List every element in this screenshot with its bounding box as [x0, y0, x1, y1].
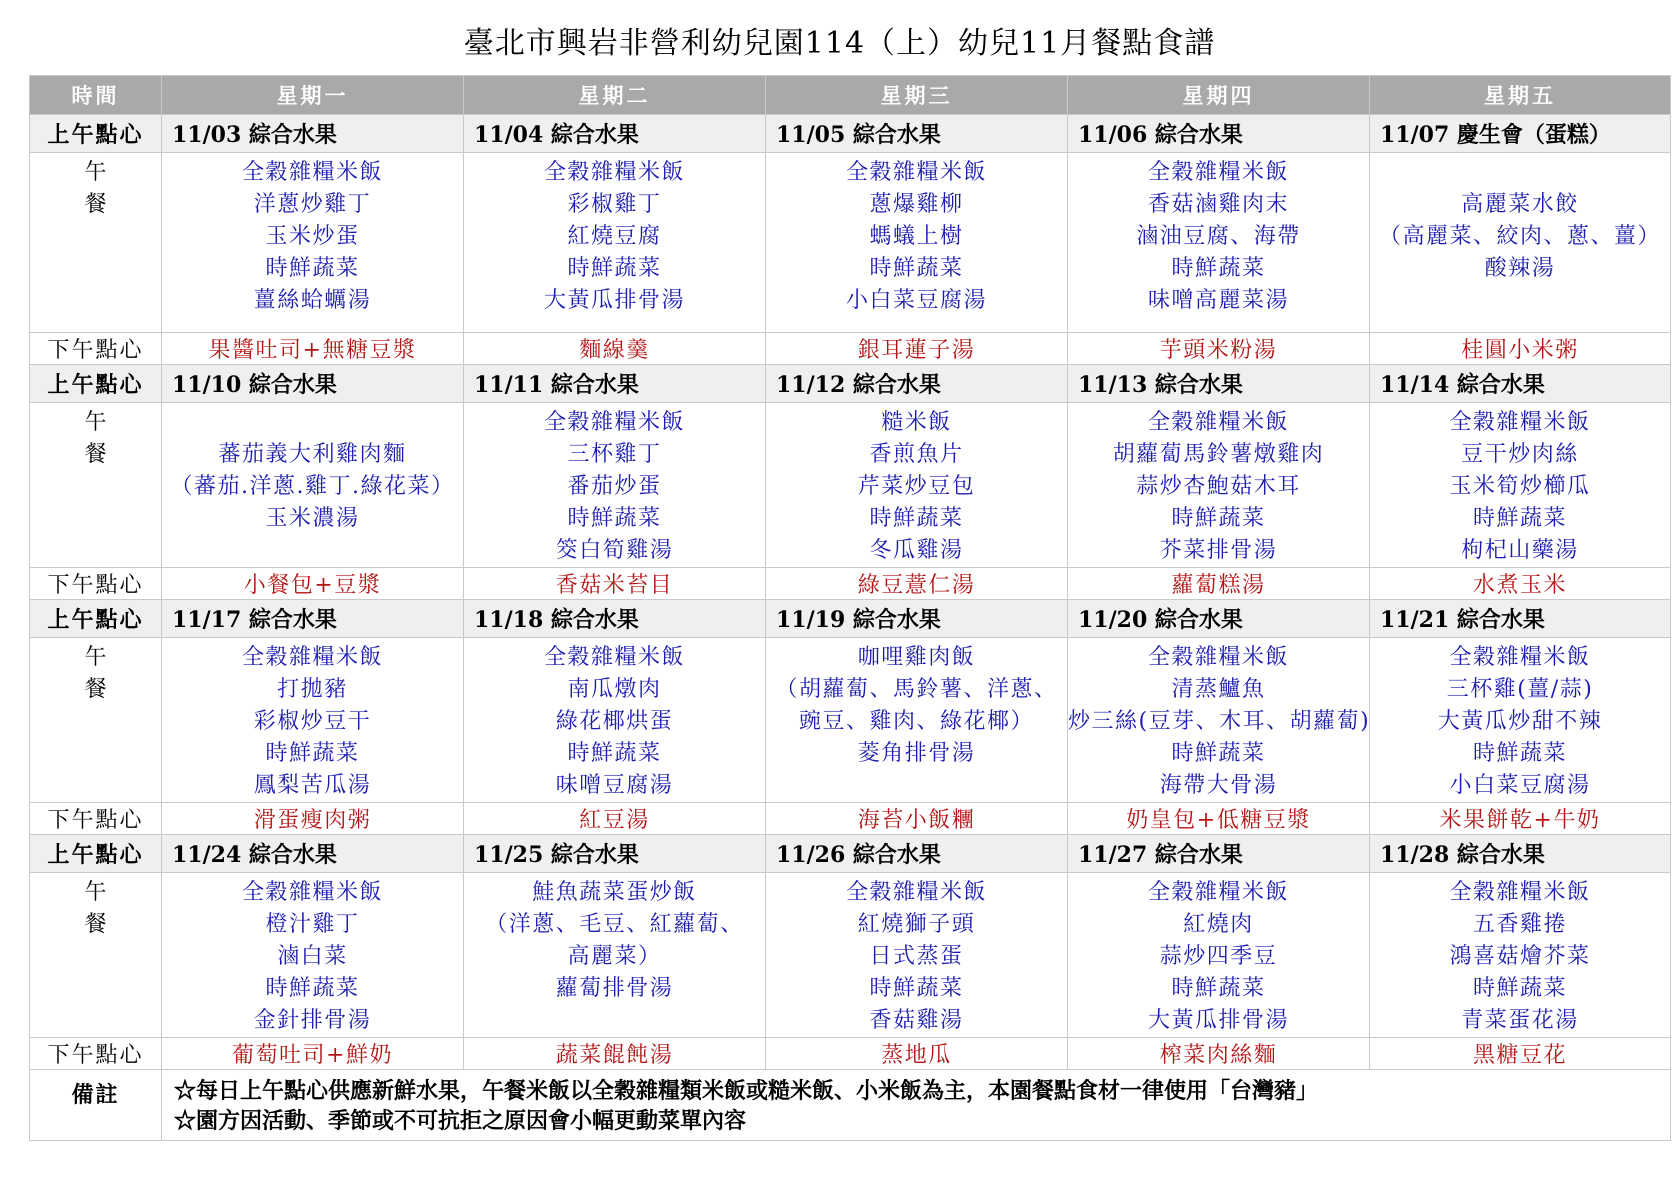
lunch-dish: 味噌高麗菜湯 [1147, 288, 1289, 313]
header-monday: 星期一 [162, 76, 464, 115]
pm-snack-label: 下午點心 [30, 1038, 162, 1070]
lunch-dish: 全穀雜糧米飯 [1147, 880, 1289, 905]
lunch-dish: （洋蔥、毛豆、紅蘿蔔、 [485, 912, 744, 937]
lunch-dish: 蘿蔔排骨湯 [555, 976, 674, 1001]
am-snack-cell: 11/21 綜合水果 [1370, 600, 1671, 638]
lunch-cell [1370, 403, 1671, 568]
lunch-label [30, 153, 162, 333]
pm-snack-cell: 桂圓小米粥 [1370, 333, 1671, 365]
lunch-dish: 時鮮蔬菜 [1472, 741, 1567, 766]
pm-snack-label: 下午點心 [30, 333, 162, 365]
am-snack-cell: 11/10 綜合水果 [162, 365, 464, 403]
lunch-cell [766, 153, 1068, 333]
lunch-dish: 打拋豬 [277, 677, 348, 702]
lunch-label-char: 午 [84, 880, 107, 905]
pm-snack-row [30, 803, 1671, 835]
lunch-dish [1370, 157, 1670, 189]
pm-snack-cell: 滑蛋瘦肉粥 [162, 803, 464, 835]
lunch-dish: 冬瓜雞湯 [869, 538, 964, 563]
am-snack-row [30, 365, 1671, 403]
lunch-dish: 高麗菜） [567, 944, 662, 969]
lunch-dish: 玉米濃湯 [265, 506, 360, 531]
lunch-dish: 綠花椰烘蛋 [555, 709, 674, 734]
lunch-cell [1068, 153, 1370, 333]
pm-snack-cell: 奶皇包+低糖豆漿 [1068, 803, 1370, 835]
lunch-dish: 薑絲蛤蠣湯 [253, 288, 372, 313]
lunch-dish: 胡蘿蔔馬鈴薯燉雞肉 [1112, 442, 1325, 467]
lunch-dish: 時鮮蔬菜 [869, 506, 964, 531]
lunch-dish: 全穀雜糧米飯 [1147, 160, 1289, 185]
pm-snack-label: 下午點心 [30, 568, 162, 600]
lunch-dish: 芹菜炒豆包 [857, 474, 976, 499]
lunch-label [30, 403, 162, 568]
lunch-dish: 蒜炒四季豆 [1159, 944, 1278, 969]
lunch-label-char: 餐 [84, 192, 107, 217]
am-snack-cell: 11/04 綜合水果 [464, 115, 766, 153]
lunch-dish: 豌豆、雞肉、綠花椰） [798, 709, 1034, 734]
lunch-row [30, 638, 1671, 803]
lunch-dish: 時鮮蔬菜 [1472, 506, 1567, 531]
lunch-dish: 五香雞捲 [1472, 912, 1567, 937]
pm-snack-cell: 蔬菜餛飩湯 [464, 1038, 766, 1070]
lunch-row [30, 873, 1671, 1038]
lunch-cell [1370, 153, 1671, 333]
am-snack-row [30, 115, 1671, 153]
lunch-dish: 番茄炒蛋 [567, 474, 662, 499]
pm-snack-cell: 麵線羹 [464, 333, 766, 365]
lunch-dish: 全穀雜糧米飯 [1449, 880, 1591, 905]
lunch-dish: 全穀雜糧米飯 [241, 645, 383, 670]
lunch-cell [162, 153, 464, 333]
lunch-dish: 青菜蛋花湯 [1461, 1008, 1579, 1033]
am-snack-cell: 11/26 綜合水果 [766, 835, 1068, 873]
lunch-cell [1068, 638, 1370, 803]
pm-snack-cell: 米果餅乾+牛奶 [1370, 803, 1671, 835]
lunch-label-char: 午 [84, 645, 107, 670]
notes-content [162, 1070, 1671, 1141]
lunch-dish: 大黃瓜炒甜不辣 [1437, 709, 1603, 734]
am-snack-cell: 11/28 綜合水果 [1370, 835, 1671, 873]
menu-table [29, 75, 1671, 1141]
lunch-dish: 香煎魚片 [869, 442, 964, 467]
lunch-dish: 彩椒炒豆干 [253, 709, 372, 734]
lunch-label-char: 餐 [84, 677, 107, 702]
lunch-dish: 全穀雜糧米飯 [845, 880, 987, 905]
lunch-dish [162, 407, 463, 439]
notes-label: 備註 [30, 1070, 162, 1141]
lunch-dish: 全穀雜糧米飯 [241, 880, 383, 905]
lunch-dish: 大黃瓜排骨湯 [1147, 1008, 1289, 1033]
note-line: ☆每日上午點心供應新鮮水果，午餐米飯以全穀雜糧類米飯或糙米飯、小米飯為主，本園餐點食材一律使用「台灣豬」 [174, 1078, 1319, 1104]
lunch-dish: 時鮮蔬菜 [1171, 506, 1266, 531]
lunch-dish: 金針排骨湯 [253, 1008, 372, 1033]
lunch-label-char: 午 [84, 410, 107, 435]
note-line: ☆園方因活動、季節或不可抗拒之原因會小幅更動菜單內容 [174, 1108, 747, 1134]
pm-snack-cell: 香菇米苔目 [464, 568, 766, 600]
lunch-cell [464, 403, 766, 568]
lunch-dish: 鴻喜菇燴芥菜 [1449, 944, 1591, 969]
lunch-dish: 全穀雜糧米飯 [1449, 645, 1591, 670]
lunch-dish: 枸杞山藥湯 [1461, 538, 1579, 563]
lunch-cell [162, 873, 464, 1038]
pm-snack-cell: 榨菜肉絲麵 [1068, 1038, 1370, 1070]
lunch-dish: 三杯雞(薑/蒜) [1446, 677, 1594, 702]
lunch-cell [1370, 873, 1671, 1038]
lunch-dish: 日式蒸蛋 [869, 944, 964, 969]
lunch-dish: 鳳梨苦瓜湯 [253, 773, 372, 798]
lunch-label [30, 638, 162, 803]
am-snack-cell: 11/27 綜合水果 [1068, 835, 1370, 873]
lunch-dish: 全穀雜糧米飯 [1449, 410, 1591, 435]
lunch-dish: 滷油豆腐、海帶 [1136, 224, 1301, 249]
pm-snack-cell: 果醬吐司+無糖豆漿 [162, 333, 464, 365]
page-title: 臺北市興岩非營利幼兒園114（上）幼兒11月餐點食譜 [463, 26, 1216, 61]
am-snack-label: 上午點心 [30, 115, 162, 153]
lunch-cell [766, 638, 1068, 803]
lunch-cell [162, 403, 464, 568]
lunch-label-char: 午 [84, 160, 107, 185]
am-snack-label: 上午點心 [30, 365, 162, 403]
lunch-dish: 炒三絲(豆芽、木耳、胡蘿蔔) [1068, 709, 1371, 734]
lunch-dish: 時鮮蔬菜 [1171, 256, 1266, 281]
pm-snack-row [30, 568, 1671, 600]
lunch-dish: 全穀雜糧米飯 [543, 160, 685, 185]
lunch-dish: 滷白菜 [277, 944, 348, 969]
lunch-dish: 蕃茄義大利雞肉麵 [218, 442, 407, 467]
lunch-row [30, 153, 1671, 333]
lunch-dish: 海帶大骨湯 [1159, 773, 1278, 798]
lunch-dish: 菱角排骨湯 [857, 741, 976, 766]
am-snack-row [30, 600, 1671, 638]
am-snack-label: 上午點心 [30, 600, 162, 638]
am-snack-cell: 11/12 綜合水果 [766, 365, 1068, 403]
lunch-dish: 時鮮蔬菜 [265, 256, 360, 281]
lunch-dish: 芥菜排骨湯 [1159, 538, 1278, 563]
lunch-dish: 蒜炒杏鮑菇木耳 [1136, 474, 1301, 499]
lunch-dish: 南瓜燉肉 [567, 677, 662, 702]
header-row [30, 76, 1671, 115]
am-snack-row [30, 835, 1671, 873]
lunch-dish: 紅燒豆腐 [567, 224, 662, 249]
lunch-row [30, 403, 1671, 568]
header-wednesday: 星期三 [766, 76, 1068, 115]
lunch-dish: 大黃瓜排骨湯 [543, 288, 685, 313]
lunch-cell [1370, 638, 1671, 803]
lunch-cell [766, 403, 1068, 568]
pm-snack-cell: 海苔小飯糰 [766, 803, 1068, 835]
pm-snack-cell: 水煮玉米 [1370, 568, 1671, 600]
lunch-dish: 香菇雞湯 [869, 1008, 964, 1033]
lunch-dish: 全穀雜糧米飯 [845, 160, 987, 185]
pm-snack-cell: 紅豆湯 [464, 803, 766, 835]
pm-snack-cell: 葡萄吐司+鮮奶 [162, 1038, 464, 1070]
lunch-dish: （蕃茄.洋蔥.雞丁.綠花菜） [170, 474, 455, 499]
am-snack-cell: 11/03 綜合水果 [162, 115, 464, 153]
am-snack-cell: 11/11 綜合水果 [464, 365, 766, 403]
lunch-dish: 酸辣湯 [1484, 256, 1556, 281]
lunch-dish: 全穀雜糧米飯 [241, 160, 383, 185]
am-snack-cell: 11/24 綜合水果 [162, 835, 464, 873]
lunch-dish: 鮭魚蔬菜蛋炒飯 [532, 880, 697, 905]
lunch-dish: 全穀雜糧米飯 [543, 645, 685, 670]
lunch-dish: 洋蔥炒雞丁 [253, 192, 372, 217]
lunch-cell [766, 873, 1068, 1038]
lunch-dish: 時鮮蔬菜 [265, 741, 360, 766]
lunch-dish: 高麗菜水餃 [1461, 192, 1579, 217]
lunch-dish: 時鮮蔬菜 [1171, 976, 1266, 1001]
lunch-dish: 時鮮蔬菜 [1472, 976, 1567, 1001]
am-snack-cell: 11/07 慶生會（蛋糕） [1370, 115, 1671, 153]
menu-body [30, 115, 1671, 1141]
header-friday: 星期五 [1370, 76, 1671, 115]
am-snack-cell: 11/20 綜合水果 [1068, 600, 1370, 638]
am-snack-cell: 11/06 綜合水果 [1068, 115, 1370, 153]
lunch-dish: 紅燒肉 [1183, 912, 1254, 937]
lunch-cell [464, 638, 766, 803]
lunch-cell [162, 638, 464, 803]
notes-row [30, 1070, 1671, 1141]
lunch-label [30, 873, 162, 1038]
lunch-dish: 彩椒雞丁 [567, 192, 662, 217]
lunch-dish: 時鮮蔬菜 [567, 256, 662, 281]
lunch-dish: 筊白筍雞湯 [555, 538, 674, 563]
lunch-dish: 玉米筍炒櫛瓜 [1449, 474, 1591, 499]
lunch-dish: （胡蘿蔔、馬鈴薯、洋蔥、 [775, 677, 1058, 702]
lunch-dish: 小白菜豆腐湯 [845, 288, 987, 313]
lunch-label-char: 餐 [84, 912, 107, 937]
pm-snack-cell: 蒸地瓜 [766, 1038, 1068, 1070]
pm-snack-cell: 綠豆薏仁湯 [766, 568, 1068, 600]
pm-snack-row [30, 1038, 1671, 1070]
lunch-dish: 全穀雜糧米飯 [1147, 410, 1289, 435]
lunch-dish: 時鮮蔬菜 [869, 976, 964, 1001]
lunch-dish: 小白菜豆腐湯 [1449, 773, 1591, 798]
lunch-dish: 豆干炒肉絲 [1461, 442, 1579, 467]
pm-snack-cell: 小餐包+豆漿 [162, 568, 464, 600]
header-tuesday: 星期二 [464, 76, 766, 115]
lunch-dish: 三杯雞丁 [567, 442, 662, 467]
header-time: 時間 [30, 76, 162, 115]
lunch-dish: 時鮮蔬菜 [869, 256, 964, 281]
pm-snack-label: 下午點心 [30, 803, 162, 835]
lunch-dish: 橙汁雞丁 [265, 912, 360, 937]
lunch-dish: 時鮮蔬菜 [567, 741, 662, 766]
lunch-label-char: 餐 [84, 442, 107, 467]
lunch-dish: 蔥爆雞柳 [869, 192, 964, 217]
lunch-dish: 螞蟻上樹 [869, 224, 964, 249]
lunch-dish: 清蒸鱸魚 [1171, 677, 1266, 702]
am-snack-cell: 11/14 綜合水果 [1370, 365, 1671, 403]
pm-snack-row [30, 333, 1671, 365]
lunch-cell [1068, 873, 1370, 1038]
am-snack-cell: 11/13 綜合水果 [1068, 365, 1370, 403]
lunch-dish: 時鮮蔬菜 [265, 976, 360, 1001]
am-snack-cell: 11/25 綜合水果 [464, 835, 766, 873]
lunch-dish: 玉米炒蛋 [265, 224, 360, 249]
pm-snack-cell: 銀耳蓮子湯 [766, 333, 1068, 365]
am-snack-cell: 11/17 綜合水果 [162, 600, 464, 638]
lunch-dish: 時鮮蔬菜 [567, 506, 662, 531]
lunch-cell [1068, 403, 1370, 568]
pm-snack-cell: 黑糖豆花 [1370, 1038, 1671, 1070]
pm-snack-cell: 芋頭米粉湯 [1068, 333, 1370, 365]
lunch-dish: 香菇滷雞肉末 [1147, 192, 1289, 217]
am-snack-cell: 11/18 綜合水果 [464, 600, 766, 638]
lunch-dish: 糙米飯 [881, 410, 952, 435]
lunch-dish: 全穀雜糧米飯 [1147, 645, 1289, 670]
am-snack-cell: 11/05 綜合水果 [766, 115, 1068, 153]
lunch-dish: 全穀雜糧米飯 [543, 410, 685, 435]
am-snack-label: 上午點心 [30, 835, 162, 873]
lunch-dish: 味噌豆腐湯 [555, 773, 674, 798]
lunch-cell [464, 873, 766, 1038]
am-snack-cell: 11/19 綜合水果 [766, 600, 1068, 638]
header-thursday: 星期四 [1068, 76, 1370, 115]
pm-snack-cell: 蘿蔔糕湯 [1068, 568, 1370, 600]
lunch-dish: 時鮮蔬菜 [1171, 741, 1266, 766]
lunch-dish: 咖哩雞肉飯 [857, 645, 976, 670]
lunch-cell [464, 153, 766, 333]
lunch-dish: 紅燒獅子頭 [857, 912, 976, 937]
lunch-dish: （高麗菜、絞肉、蔥、薑） [1378, 224, 1661, 249]
